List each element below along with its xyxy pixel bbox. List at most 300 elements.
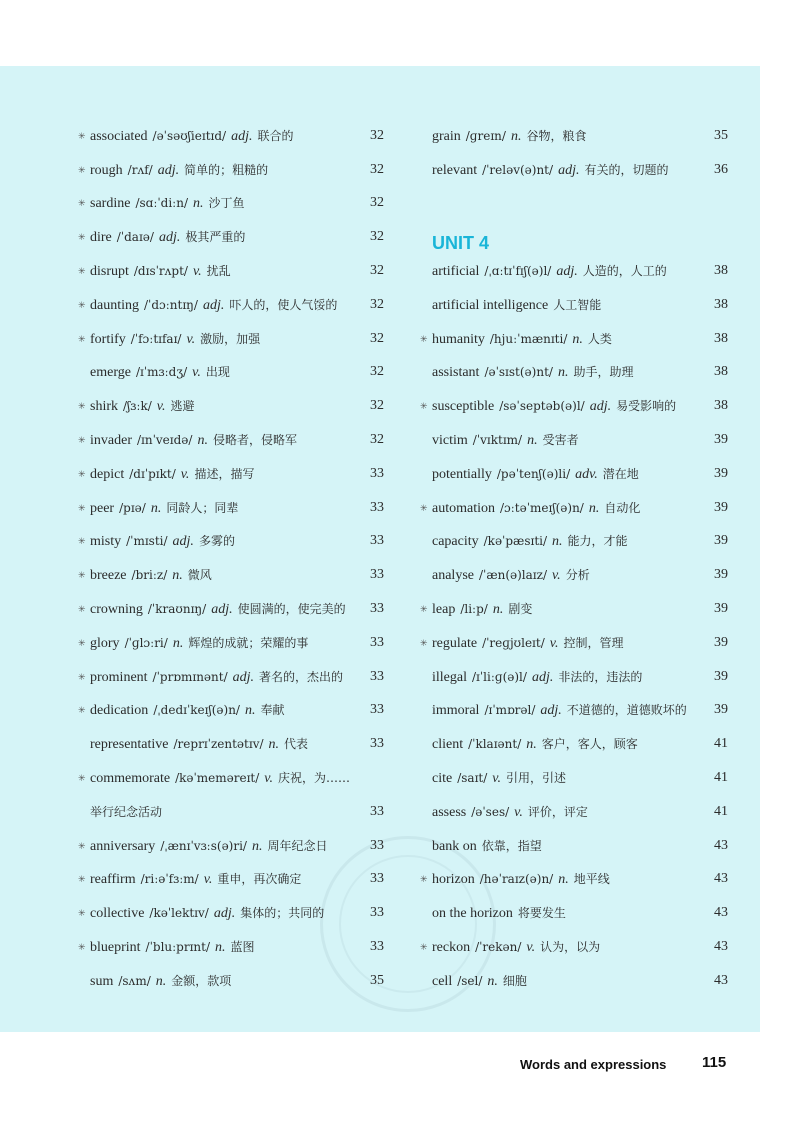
phonetic: /ˌɑːtɪˈfɪʃ(ə)l/ <box>484 264 552 279</box>
glossary-row <box>78 964 384 998</box>
page-ref: 39 <box>714 432 728 448</box>
left-column <box>78 119 384 998</box>
asterisk-icon: ✳ <box>78 537 86 548</box>
headword: leap <box>432 602 456 618</box>
phonetic: /əˈsəʊʃieɪtɪd/ <box>152 128 227 143</box>
asterisk-icon: ✳ <box>78 300 86 311</box>
headword: breeze <box>90 568 127 584</box>
phonetic: /ˈrekən/ <box>475 940 522 955</box>
meaning: 谷物，粮食 <box>526 128 587 143</box>
headword: reckon <box>432 940 471 956</box>
page-ref: 39 <box>714 567 728 583</box>
part-of-speech: n. <box>552 534 563 550</box>
page-ref: 43 <box>714 972 728 988</box>
part-of-speech: adj. <box>202 297 225 313</box>
right-unit-list <box>420 254 728 998</box>
phonetic: /sel/ <box>457 973 483 988</box>
entry-text <box>432 735 638 753</box>
page-ref: 33 <box>370 601 384 617</box>
entry-text <box>90 634 308 652</box>
glossary-row <box>420 863 728 897</box>
page-ref: 33 <box>370 634 384 650</box>
page-ref: 39 <box>714 499 728 515</box>
headword: depict <box>90 466 125 482</box>
phonetic: /ˈmɪsti/ <box>126 534 168 549</box>
entry-text <box>432 972 527 990</box>
phonetic: /pəˈtenʃ(ə)li/ <box>496 466 571 481</box>
meaning: 非法的，违法的 <box>558 669 643 684</box>
asterisk-icon: ✳ <box>78 875 86 886</box>
page-ref: 39 <box>714 702 728 718</box>
phonetic: /ɪˈmɒrəl/ <box>484 703 536 718</box>
part-of-speech: v. <box>156 399 166 415</box>
phonetic: /hjuːˈmænɪti/ <box>489 331 568 346</box>
entry-text <box>90 769 350 787</box>
meaning: 同龄人；同辈 <box>166 500 239 515</box>
entry-text <box>432 566 590 584</box>
asterisk-icon: ✳ <box>78 672 86 683</box>
meaning: 控制，管理 <box>563 635 624 650</box>
part-of-speech: adj. <box>540 703 562 719</box>
part-of-speech: adj. <box>556 264 578 280</box>
meaning: 奉献 <box>260 703 285 718</box>
meaning: 使圆满的，使完美的 <box>237 602 346 617</box>
glossary-row <box>78 558 384 592</box>
glossary-row <box>78 694 384 728</box>
phonetic: /sɑːˈdiːn/ <box>135 196 188 211</box>
part-of-speech: n. <box>197 433 208 449</box>
page-ref: 33 <box>370 939 384 955</box>
headword: invader <box>90 433 132 449</box>
headword: fortify <box>90 331 126 347</box>
part-of-speech: n. <box>558 872 569 888</box>
phonetic: /ˈkraʊnɪŋ/ <box>147 602 207 617</box>
entry-text <box>432 397 676 415</box>
meaning: 评价，评定 <box>527 804 588 819</box>
headword: susceptible <box>432 399 495 415</box>
asterisk-icon: ✳ <box>78 942 86 953</box>
page-ref: 39 <box>714 668 728 684</box>
entry-text <box>90 972 231 990</box>
entry-text <box>90 330 260 348</box>
page-number: 115 <box>702 1054 727 1071</box>
entry-text <box>432 262 667 280</box>
entry-text <box>90 701 284 719</box>
meaning: 自动化 <box>604 500 641 515</box>
headword: blueprint <box>90 940 141 956</box>
phonetic: /kəˈpæsɪti/ <box>483 534 548 549</box>
phonetic: /dɪsˈrʌpt/ <box>133 264 188 279</box>
meaning: 受害者 <box>542 433 579 448</box>
meaning: 分析 <box>565 568 590 583</box>
page-ref: 33 <box>370 702 384 718</box>
entry-text <box>90 431 297 449</box>
phonetic: /ˌdedɪˈkeɪʃ(ə)n/ <box>153 703 240 718</box>
headword: collective <box>90 906 145 922</box>
phonetic: /ˈæn(ə)laɪz/ <box>478 568 547 583</box>
meaning: 助手，助理 <box>573 365 634 380</box>
entry-text <box>432 904 566 922</box>
asterisk-icon: ✳ <box>78 233 86 244</box>
phonetic: /ˈklaɪənt/ <box>468 737 522 752</box>
headword: client <box>432 737 464 753</box>
meaning: 人造的，人工的 <box>582 264 667 279</box>
headword: representative <box>90 737 169 753</box>
asterisk-icon: ✳ <box>420 942 428 953</box>
page-ref: 36 <box>714 161 728 177</box>
page-ref: 32 <box>370 296 384 312</box>
asterisk-icon: ✳ <box>78 165 86 176</box>
part-of-speech: n. <box>487 973 498 989</box>
phonetic: /ˈbluːprɪnt/ <box>145 940 211 955</box>
headword: reaffirm <box>90 872 136 888</box>
entry-text <box>432 296 601 314</box>
meaning: 描述，描写 <box>194 466 255 481</box>
phonetic: /kəˈmeməreɪt/ <box>175 771 260 786</box>
entry-text <box>432 465 639 483</box>
headword: dire <box>90 230 112 246</box>
headword: emerge <box>90 365 131 381</box>
part-of-speech: v. <box>180 466 190 482</box>
phonetic: /ɪˈmɜːdʒ/ <box>135 365 188 380</box>
page-ref: 33 <box>370 567 384 583</box>
entry-text <box>90 194 245 212</box>
part-of-speech: v. <box>192 365 201 381</box>
entry-text <box>90 600 346 618</box>
entry-text <box>432 668 642 686</box>
glossary-row <box>78 795 384 829</box>
meaning: 简单的；粗糙的 <box>184 162 269 177</box>
glossary-row <box>420 423 728 457</box>
asterisk-icon: ✳ <box>78 469 86 480</box>
entry-text <box>90 566 212 584</box>
glossary-row <box>78 525 384 559</box>
headword: dedication <box>90 703 149 719</box>
page-ref: 32 <box>370 161 384 177</box>
entry-text <box>432 634 623 652</box>
glossary-row <box>420 288 728 322</box>
entry-text <box>90 161 268 179</box>
headword: illegal <box>432 669 467 685</box>
glossary-row <box>420 525 728 559</box>
asterisk-icon: ✳ <box>78 199 86 210</box>
entry-text <box>90 363 230 381</box>
part-of-speech: n. <box>572 331 583 347</box>
asterisk-icon: ✳ <box>420 503 428 514</box>
page-ref: 43 <box>714 871 728 887</box>
phonetic: /əˈses/ <box>471 804 510 819</box>
meaning: 多雾的 <box>198 534 235 549</box>
phonetic: /rʌf/ <box>127 162 153 177</box>
glossary-row <box>420 153 728 187</box>
part-of-speech: adj. <box>558 162 580 178</box>
entry-text <box>90 262 231 280</box>
page-ref: 33 <box>370 533 384 549</box>
phonetic: /riːəˈfɜːm/ <box>140 872 199 887</box>
headword: cell <box>432 973 453 989</box>
glossary-row <box>420 626 728 660</box>
part-of-speech: adj. <box>232 669 255 685</box>
headword: potentially <box>432 466 492 482</box>
phonetic: /dɪˈpɪkt/ <box>129 466 176 481</box>
asterisk-icon: ✳ <box>78 909 86 920</box>
phonetic: /saɪt/ <box>457 771 488 786</box>
glossary-row <box>420 491 728 525</box>
meaning: 人工智能 <box>553 297 602 312</box>
page-ref: 33 <box>370 465 384 481</box>
phonetic: /reprɪˈzentətɪv/ <box>173 737 264 752</box>
page-ref: 32 <box>370 263 384 279</box>
meaning: 辉煌的成就；荣耀的事 <box>188 635 309 650</box>
phonetic: /pɪə/ <box>119 500 146 515</box>
headword: assess <box>432 804 467 820</box>
asterisk-icon: ✳ <box>78 773 86 784</box>
part-of-speech: adv. <box>575 466 598 482</box>
asterisk-icon: ✳ <box>78 604 86 615</box>
page-ref: 38 <box>714 364 728 380</box>
asterisk-icon: ✳ <box>78 402 86 413</box>
part-of-speech: v. <box>203 872 213 888</box>
asterisk-icon: ✳ <box>78 638 86 649</box>
entry-text <box>432 363 633 381</box>
meaning: 沙丁鱼 <box>208 196 245 211</box>
meaning: 著名的，杰出的 <box>259 669 344 684</box>
glossary-row <box>78 660 384 694</box>
headword: rough <box>90 162 123 178</box>
meaning: 蓝图 <box>230 940 255 955</box>
footer-title: Words and expressions <box>520 1057 667 1072</box>
part-of-speech: n. <box>527 433 538 449</box>
glossary-row <box>420 322 728 356</box>
headword: regulate <box>432 635 478 651</box>
part-of-speech: n. <box>193 196 204 212</box>
part-of-speech: n. <box>588 500 600 516</box>
headword: commemorate <box>90 771 171 787</box>
glossary-row <box>420 694 728 728</box>
phonetic: /kəˈlektɪv/ <box>149 906 209 921</box>
page-ref: 32 <box>370 432 384 448</box>
glossary-row <box>420 930 728 964</box>
page-ref: 33 <box>370 837 384 853</box>
page-ref: 33 <box>370 905 384 921</box>
part-of-speech: v. <box>264 771 273 787</box>
entry-text <box>90 499 238 517</box>
asterisk-icon: ✳ <box>78 571 86 582</box>
meaning: 极其严重的 <box>185 230 246 245</box>
meaning: 联合的 <box>257 128 294 143</box>
glossary-row <box>420 457 728 491</box>
meaning: 引用，引述 <box>505 771 566 786</box>
glossary-row <box>78 592 384 626</box>
headword: horizon <box>432 872 475 888</box>
page-ref: 32 <box>370 229 384 245</box>
asterisk-icon: ✳ <box>420 604 428 615</box>
page-ref: 41 <box>714 803 728 819</box>
meaning: 能力，才能 <box>567 534 628 549</box>
part-of-speech: n. <box>172 568 183 584</box>
unit-heading: UNIT 4 <box>432 233 490 254</box>
glossary-row <box>78 356 384 390</box>
page-ref: 33 <box>370 803 384 819</box>
headword: artificial intelligence <box>432 297 549 313</box>
glossary-row <box>420 254 728 288</box>
glossary-row <box>420 389 728 423</box>
headword: assistant <box>432 365 480 381</box>
meaning: 重申，再次确定 <box>217 872 302 887</box>
meaning: 人类 <box>587 331 612 346</box>
headword: glory <box>90 635 120 651</box>
meaning: 代表 <box>284 737 309 752</box>
glossary-row <box>78 322 384 356</box>
right-column <box>420 119 728 998</box>
phonetic: /liːp/ <box>460 602 488 617</box>
page-ref: 33 <box>370 736 384 752</box>
page-ref: 38 <box>714 398 728 414</box>
phonetic: /sʌm/ <box>118 973 151 988</box>
headword: capacity <box>432 534 479 550</box>
glossary-row <box>78 761 384 795</box>
headword: crowning <box>90 602 143 618</box>
phonetic: /ˈreləv(ə)nt/ <box>482 162 554 177</box>
headword: anniversary <box>90 838 156 854</box>
glossary-row <box>420 558 728 592</box>
phonetic: /ɪnˈveɪdə/ <box>136 433 193 448</box>
page-ref: 38 <box>714 330 728 346</box>
page-ref: 35 <box>370 972 384 988</box>
phonetic: /ʃɜːk/ <box>123 399 152 414</box>
glossary-row <box>420 119 728 153</box>
entry-text <box>432 769 566 787</box>
page-ref: 38 <box>714 296 728 312</box>
part-of-speech: v. <box>526 940 536 956</box>
glossary-row <box>78 119 384 153</box>
asterisk-icon: ✳ <box>78 435 86 446</box>
entry-text <box>90 465 254 483</box>
part-of-speech: adj. <box>531 669 554 685</box>
meaning: 有关的，切题的 <box>584 162 669 177</box>
entry-text <box>432 431 579 449</box>
meaning: 集体的；共同的 <box>240 906 325 921</box>
asterisk-icon: ✳ <box>78 131 86 142</box>
page-ref: 33 <box>370 668 384 684</box>
headword: shirk <box>90 399 118 415</box>
part-of-speech: v. <box>192 264 202 280</box>
headword: cite <box>432 771 453 787</box>
page-ref: 32 <box>370 364 384 380</box>
glossary-row <box>420 592 728 626</box>
glossary-row <box>420 660 728 694</box>
part-of-speech: n. <box>492 602 504 618</box>
entry-text <box>432 161 668 179</box>
glossary-row <box>420 896 728 930</box>
entry-text <box>432 803 588 821</box>
phonetic: /əˈsɪst(ə)nt/ <box>484 365 553 380</box>
asterisk-icon: ✳ <box>420 875 428 886</box>
entry-text <box>90 904 324 922</box>
glossary-row <box>78 930 384 964</box>
page-ref: 32 <box>370 195 384 211</box>
entry-text <box>432 701 687 719</box>
entry-text <box>432 330 612 348</box>
meaning: 周年纪念日 <box>267 838 328 853</box>
asterisk-icon: ✳ <box>78 706 86 717</box>
entry-text <box>90 397 194 415</box>
page-ref: 43 <box>714 939 728 955</box>
page-ref: 32 <box>370 330 384 346</box>
glossary-row <box>78 187 384 221</box>
entry-text <box>90 870 301 888</box>
entry-text <box>90 228 245 246</box>
entry-text <box>432 600 532 618</box>
part-of-speech: n. <box>526 737 537 753</box>
glossary-row <box>78 626 384 660</box>
meaning: 细胞 <box>502 973 527 988</box>
page-ref: 38 <box>714 263 728 279</box>
right-top-list <box>420 119 728 187</box>
part-of-speech: v. <box>492 771 501 787</box>
entry-text <box>90 296 337 314</box>
phonetic: /ɡreɪn/ <box>465 128 506 143</box>
phonetic: /briːz/ <box>131 568 168 583</box>
headword: relevant <box>432 162 478 178</box>
glossary-row <box>78 896 384 930</box>
meaning: 不道德的，道德败坏的 <box>566 703 687 718</box>
part-of-speech: n. <box>510 128 522 144</box>
glossary-row <box>78 254 384 288</box>
meaning: 金额，款项 <box>171 973 232 988</box>
entry-text <box>90 938 255 956</box>
page-ref: 39 <box>714 601 728 617</box>
page-ref: 41 <box>714 736 728 752</box>
part-of-speech: v. <box>186 331 196 347</box>
page-ref: 41 <box>714 770 728 786</box>
page-ref: 43 <box>714 905 728 921</box>
meaning: 潜在地 <box>602 466 639 481</box>
asterisk-icon: ✳ <box>420 334 428 345</box>
entry-text <box>90 532 235 550</box>
phonetic: /ɪˈliːɡ(ə)l/ <box>472 669 527 684</box>
part-of-speech: adj. <box>213 906 236 922</box>
part-of-speech: adj. <box>157 162 180 178</box>
part-of-speech: adj. <box>211 602 233 618</box>
entry-text <box>432 499 640 517</box>
meaning: 激励，加强 <box>200 331 261 346</box>
part-of-speech: v. <box>552 568 561 584</box>
meaning: 吓人的，使人气馁的 <box>229 297 338 312</box>
asterisk-icon: ✳ <box>78 503 86 514</box>
phonetic: /ˌænɪˈvɜːs(ə)ri/ <box>160 838 247 853</box>
headword: sardine <box>90 196 131 212</box>
part-of-speech: v. <box>514 804 523 820</box>
meaning: 依靠，指望 <box>481 838 542 853</box>
glossary-row <box>420 795 728 829</box>
meaning: 将要发生 <box>517 906 566 921</box>
page-ref: 32 <box>370 398 384 414</box>
glossary-row <box>420 727 728 761</box>
headword: associated <box>90 128 148 144</box>
phonetic: /ˈɡlɔːri/ <box>124 635 168 650</box>
headword: analyse <box>432 568 474 584</box>
page-ref: 39 <box>714 634 728 650</box>
part-of-speech: n. <box>172 635 184 651</box>
entry-text <box>90 127 294 145</box>
headword: immoral <box>432 703 480 719</box>
page-ref: 43 <box>714 837 728 853</box>
glossary-row <box>420 829 728 863</box>
headword: sum <box>90 973 114 989</box>
headword: misty <box>90 534 122 550</box>
glossary-row <box>78 727 384 761</box>
